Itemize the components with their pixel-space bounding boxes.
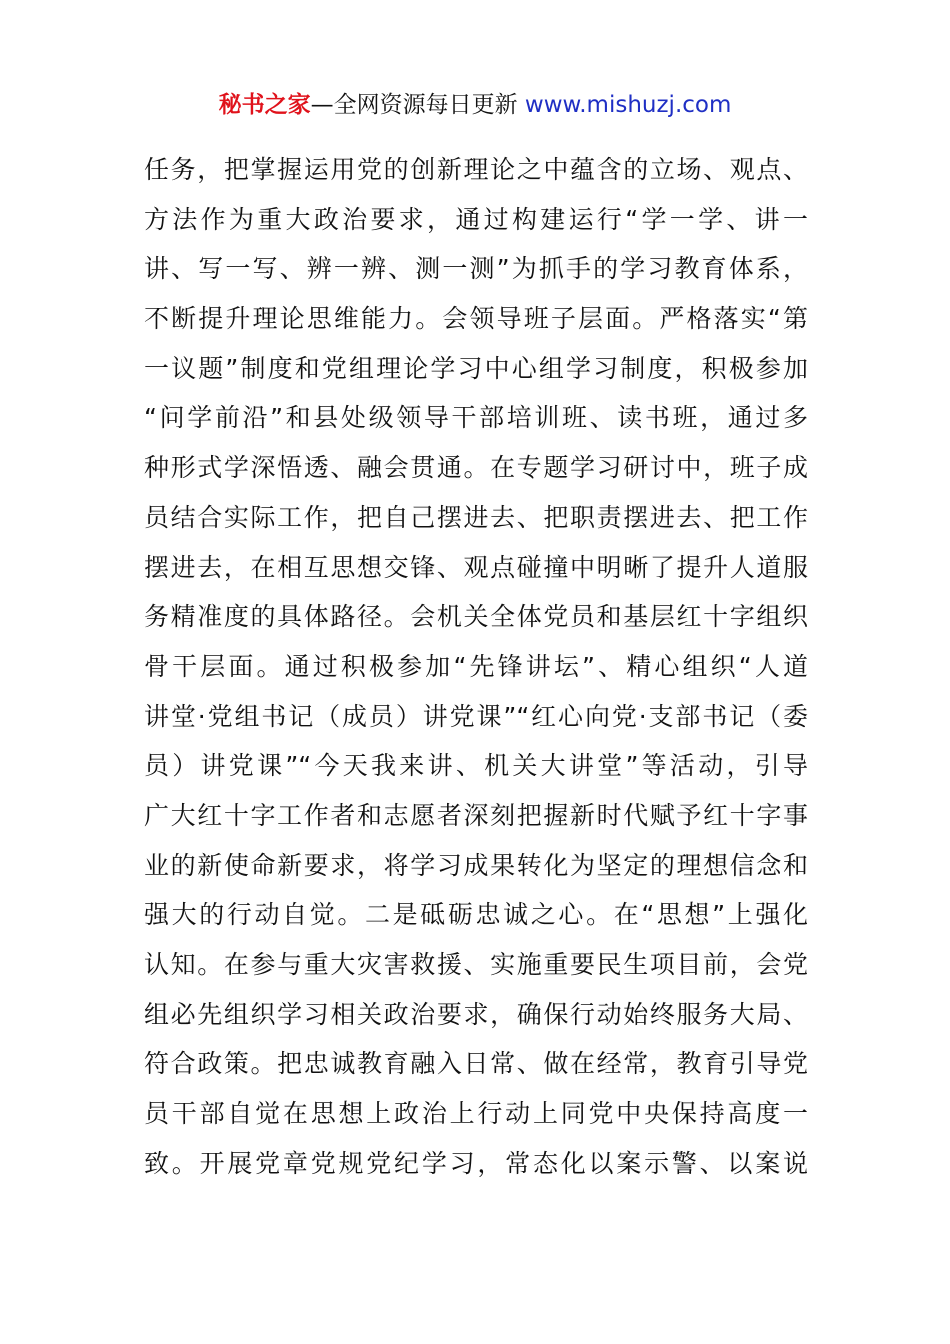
text-line: 强大的行动自觉。二是砥砺忠诚之心。在“思想”上强化	[144, 900, 808, 930]
text-line: 业的新使命新要求，将学习成果转化为坚定的理想信念和	[144, 850, 808, 880]
header-site-url[interactable]: www.mishuzj.com	[524, 92, 732, 118]
header-tagline: —全网资源每日更新	[310, 92, 525, 118]
text-line: 不断提升理论思维能力。会领导班子层面。严格落实“第	[144, 304, 808, 334]
text-line: 讲堂·党组书记（成员）讲党课”“红心向党·支部书记（委	[144, 701, 808, 731]
text-line: 广大红十字工作者和志愿者深刻把握新时代赋予红十字事	[144, 800, 808, 830]
text-line: 组必先组织学习相关政治要求，确保行动始终服务大局、	[144, 999, 808, 1029]
text-line: 认知。在参与重大灾害救援、实施重要民生项目前，会党	[144, 950, 808, 979]
body-paragraph	[144, 145, 808, 1188]
text-line: 一议题”制度和党组理论学习中心组学习制度，积极参加	[144, 353, 808, 383]
text-line: 符合政策。把忠诚教育融入日常、做在经常，教育引导党	[144, 1049, 808, 1079]
text-line: 致。开展党章党规党纪学习，常态化以案示警、以案说	[144, 1148, 808, 1178]
text-line: “问学前沿”和县处级领导干部培训班、读书班，通过多	[144, 403, 808, 433]
text-line: 种形式学深悟透、融会贯通。在专题学习研讨中，班子成	[144, 453, 808, 483]
text-line: 方法作为重大政治要求，通过构建运行“学一学、讲一	[144, 204, 808, 234]
page-header	[0, 88, 950, 122]
text-line: 员）讲党课”“今天我来讲、机关大讲堂”等活动，引导	[144, 751, 808, 781]
header-brand: 秘书之家	[218, 92, 311, 118]
text-line: 任务，把掌握运用党的创新理论之中蕴含的立场、观点、	[144, 155, 808, 184]
text-line: 讲、写一写、辨一辨、测一测”为抓手的学习教育体系，	[144, 254, 808, 284]
text-line: 骨干层面。通过积极参加“先锋讲坛”、精心组织“人道	[144, 651, 808, 681]
text-line: 务精准度的具体路径。会机关全体党员和基层红十字组织	[144, 602, 808, 632]
text-line: 摆进去，在相互思想交锋、观点碰撞中明晰了提升人道服	[144, 552, 808, 582]
text-line: 员干部自觉在思想上政治上行动上同党中央保持高度一	[144, 1099, 808, 1129]
text-line: 员结合实际工作，把自己摆进去、把职责摆进去、把工作	[144, 502, 808, 532]
